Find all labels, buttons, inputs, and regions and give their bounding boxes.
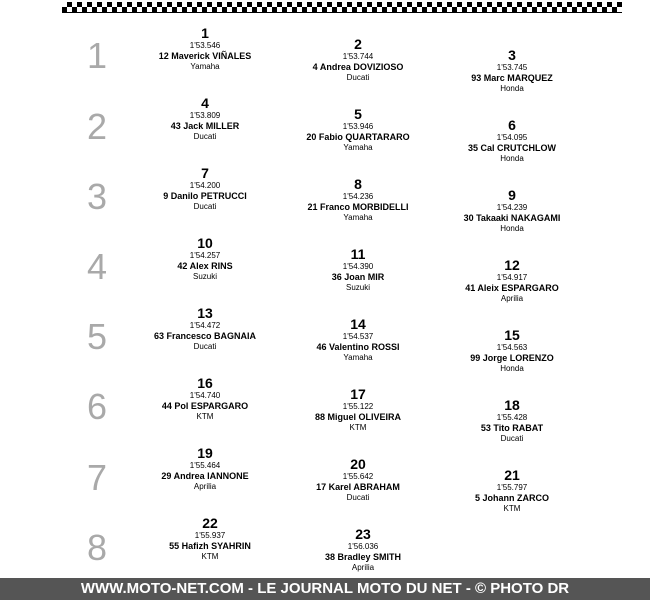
lap-time: 1'55.428 bbox=[496, 413, 528, 422]
rider-name: 63 Francesco BAGNAIA bbox=[153, 331, 257, 341]
lap-time: 1'53.546 bbox=[189, 41, 221, 50]
watermark-footer: WWW.MOTO-NET.COM - LE JOURNAL MOTO DU NET - © PHOTO DR bbox=[0, 578, 650, 600]
rider-name: 53 Tito RABAT bbox=[480, 423, 544, 433]
lap-time: 1'54.917 bbox=[496, 273, 528, 282]
grid-position: 6 bbox=[508, 117, 516, 133]
grid-row-number: 7 bbox=[86, 457, 108, 498]
lap-time: 1'54.537 bbox=[342, 332, 374, 341]
team-name: Ducati bbox=[500, 434, 524, 443]
team-name: Honda bbox=[500, 84, 524, 93]
team-name: KTM bbox=[503, 504, 521, 513]
rider-name: 55 Hafizh SYAHRIN bbox=[169, 541, 251, 551]
grid-slot bbox=[412, 188, 612, 234]
team-name: Honda bbox=[500, 154, 524, 163]
grid-row-number: 1 bbox=[86, 35, 108, 76]
grid-row-number: 2 bbox=[86, 106, 108, 147]
team-name: Yamaha bbox=[343, 213, 373, 222]
lap-time: 1'54.740 bbox=[189, 391, 221, 400]
grid-slot bbox=[412, 468, 612, 514]
grid-position: 18 bbox=[504, 397, 520, 413]
team-name: KTM bbox=[349, 423, 367, 432]
lap-time: 1'54.390 bbox=[342, 262, 374, 271]
rider-name: 44 Pol ESPARGARO bbox=[161, 401, 249, 411]
team-name: KTM bbox=[196, 412, 214, 421]
rider-name: 43 Jack MILLER bbox=[170, 121, 240, 131]
team-name: Ducati bbox=[346, 493, 370, 502]
grid-row-number: 6 bbox=[86, 386, 108, 427]
lap-time: 1'56.036 bbox=[347, 542, 379, 551]
team-name: Aprilia bbox=[500, 294, 524, 303]
grid-position: 14 bbox=[350, 316, 366, 332]
lap-time: 1'54.095 bbox=[496, 133, 528, 142]
lap-time: 1'54.563 bbox=[496, 343, 528, 352]
grid-position: 17 bbox=[350, 386, 366, 402]
team-name: Yamaha bbox=[343, 353, 373, 362]
team-name: Ducati bbox=[193, 342, 217, 351]
team-name: Aprilia bbox=[193, 482, 217, 491]
rider-name: 41 Aleix ESPARGARO bbox=[465, 283, 559, 293]
team-name: Ducati bbox=[193, 202, 217, 211]
rider-name: 38 Bradley SMITH bbox=[324, 552, 402, 562]
grid-row-number: 4 bbox=[86, 246, 108, 287]
grid-slot bbox=[412, 48, 612, 94]
grid-position: 2 bbox=[354, 36, 362, 52]
grid-position: 19 bbox=[197, 445, 213, 461]
grid-slot bbox=[412, 328, 612, 374]
team-name: Yamaha bbox=[343, 143, 373, 152]
lap-time: 1'53.745 bbox=[496, 63, 528, 72]
team-name: Honda bbox=[500, 224, 524, 233]
grid-row-number: 5 bbox=[86, 316, 108, 357]
rider-name: 99 Jorge LORENZO bbox=[470, 353, 554, 363]
grid-position: 5 bbox=[354, 106, 362, 122]
rider-name: 29 Andrea IANNONE bbox=[161, 471, 249, 481]
lap-time: 1'55.464 bbox=[189, 461, 221, 470]
grid-position: 22 bbox=[202, 515, 218, 531]
rider-name: 42 Alex RINS bbox=[177, 261, 233, 271]
rider-name: 5 Johann ZARCO bbox=[474, 493, 549, 503]
lap-time: 1'54.236 bbox=[342, 192, 374, 201]
grid-row-number: 8 bbox=[86, 527, 108, 568]
lap-time: 1'54.200 bbox=[189, 181, 221, 190]
grid-position: 10 bbox=[197, 235, 213, 251]
grid-position: 15 bbox=[504, 327, 520, 343]
lap-time: 1'53.744 bbox=[342, 52, 374, 61]
rider-name: 12 Maverick VIÑALES bbox=[158, 51, 252, 61]
rider-name: 36 Joan MIR bbox=[331, 272, 385, 282]
grid-position: 11 bbox=[350, 246, 366, 262]
lap-time: 1'54.472 bbox=[189, 321, 221, 330]
checkered-flag-banner bbox=[62, 2, 622, 12]
rider-name: 4 Andrea DOVIZIOSO bbox=[312, 62, 404, 72]
rider-name: 21 Franco MORBIDELLI bbox=[307, 202, 409, 212]
team-name: KTM bbox=[201, 552, 219, 561]
team-name: Ducati bbox=[346, 73, 370, 82]
rider-name: 88 Miguel OLIVEIRA bbox=[314, 412, 401, 422]
rider-name: 9 Danilo PETRUCCI bbox=[163, 191, 247, 201]
grid-position: 3 bbox=[508, 47, 516, 63]
rider-name: 35 Cal CRUTCHLOW bbox=[467, 143, 556, 153]
grid-slot bbox=[412, 258, 612, 304]
grid-position: 8 bbox=[354, 176, 362, 192]
lap-time: 1'55.797 bbox=[496, 483, 528, 492]
lap-time: 1'53.946 bbox=[342, 122, 374, 131]
rider-name: 20 Fabio QUARTARARO bbox=[306, 132, 410, 142]
grid-position: 4 bbox=[201, 95, 209, 111]
grid-row-number: 3 bbox=[86, 176, 108, 217]
grid-position: 20 bbox=[350, 456, 366, 472]
lap-time: 1'54.257 bbox=[189, 251, 221, 260]
team-name: Yamaha bbox=[190, 62, 220, 71]
grid-position: 1 bbox=[201, 25, 209, 41]
grid-position: 23 bbox=[355, 526, 371, 542]
lap-time: 1'55.122 bbox=[342, 402, 374, 411]
lap-time: 1'55.642 bbox=[342, 472, 374, 481]
rider-name: 46 Valentino ROSSI bbox=[316, 342, 400, 352]
grid-slot bbox=[412, 398, 612, 444]
rider-name: 17 Karel ABRAHAM bbox=[316, 482, 400, 492]
grid-slot bbox=[412, 118, 612, 164]
lap-time: 1'54.239 bbox=[496, 203, 528, 212]
team-name: Ducati bbox=[193, 132, 217, 141]
grid-position: 13 bbox=[197, 305, 213, 321]
grid-position: 12 bbox=[504, 257, 520, 273]
team-name: Aprilia bbox=[351, 563, 375, 572]
rider-name: 30 Takaaki NAKAGAMI bbox=[463, 213, 561, 223]
banner-underline bbox=[62, 12, 622, 13]
team-name: Suzuki bbox=[192, 272, 217, 281]
lap-time: 1'53.809 bbox=[189, 111, 221, 120]
grid-slot bbox=[263, 527, 463, 573]
rider-name: 93 Marc MARQUEZ bbox=[471, 73, 553, 83]
grid-position: 21 bbox=[504, 467, 520, 483]
grid-position: 16 bbox=[197, 375, 213, 391]
lap-time: 1'55.937 bbox=[194, 531, 226, 540]
grid-position: 9 bbox=[508, 187, 516, 203]
grid-position: 7 bbox=[201, 165, 209, 181]
team-name: Honda bbox=[500, 364, 524, 373]
team-name: Suzuki bbox=[345, 283, 370, 292]
